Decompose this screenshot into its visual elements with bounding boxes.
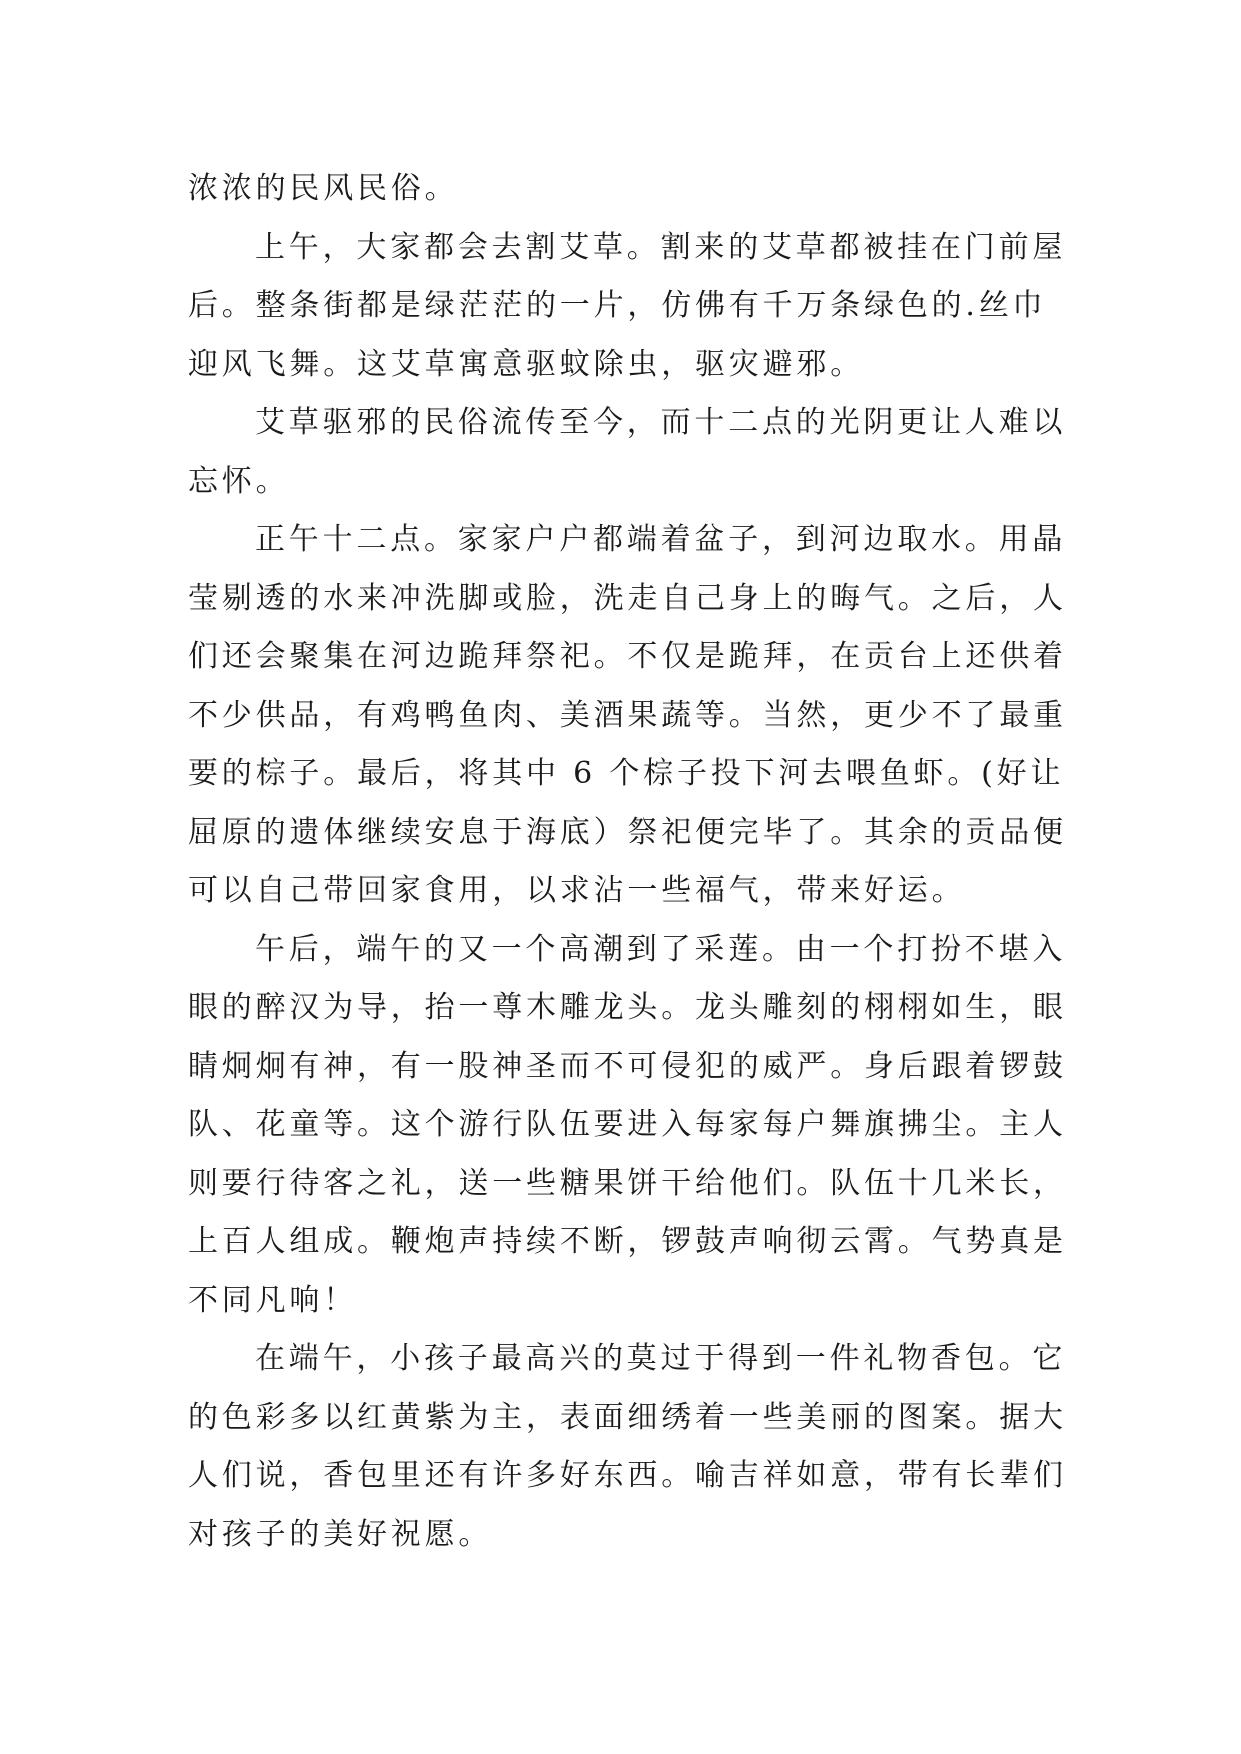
text-line: 睛炯炯有神，有一股神圣而不可侵犯的威严。身后跟着锣鼓 — [188, 1048, 1067, 1084]
paragraph — [188, 394, 1068, 511]
text-line: 不少供品，有鸡鸭鱼肉、美酒果蔬等。当然，更少不了最重 — [188, 697, 1067, 733]
paragraph — [188, 1330, 1068, 1564]
text-line: 迎风飞舞。这艾草寓意驱蚊除虫，驱灾避邪。 — [188, 346, 864, 382]
text-line: 上午，大家都会去割艾草。割来的艾草都被挂在门前屋 — [255, 229, 1067, 265]
text-line: 不同凡响！ — [188, 1282, 357, 1318]
text-line: 莹剔透的水来冲洗脚或脸，洗走自己身上的晦气。之后，人 — [188, 580, 1067, 616]
text-line: 对孩子的美好祝愿。 — [188, 1516, 493, 1552]
text-line: 浓浓的民风民俗。 — [188, 171, 459, 206]
text-line: 队、花童等。这个游行队伍要进入每家每户舞旗拂尘。主人 — [188, 1107, 1067, 1142]
document-body — [188, 160, 1068, 1564]
paragraph — [188, 219, 1068, 395]
text-line: 后。整条街都是绿茫茫的一片，仿佛有千万条绿色的.丝巾 — [188, 288, 1047, 323]
paragraph — [188, 160, 1068, 219]
text-line: 屈原的遗体继续安息于海底）祭祀便完毕了。其余的贡品便 — [188, 814, 1067, 850]
text-line: 艾草驱邪的民俗流传至今，而十二点的光阴更让人难以 — [255, 405, 1067, 440]
text-line: 人们说，香包里还有许多好东西。喻吉祥如意，带有长辈们 — [188, 1458, 1067, 1493]
paragraph — [188, 511, 1068, 921]
text-line: 可以自己带回家食用，以求沾一些福气，带来好运。 — [188, 873, 966, 908]
text-line: 正午十二点。家家户户都端着盆子，到河边取水。用晶 — [255, 522, 1067, 557]
text-line: 午后，端午的又一个高潮到了采莲。由一个打扮不堪入 — [255, 931, 1067, 967]
text-line: 在端午，小孩子最高兴的莫过于得到一件礼物香包。它 — [255, 1341, 1067, 1376]
text-line: 眼的醉汉为导，抬一尊木雕龙头。龙头雕刻的栩栩如生，眼 — [188, 990, 1067, 1025]
text-line: 上百人组成。鞭炮声持续不断，锣鼓声响彻云霄。气势真是 — [188, 1224, 1067, 1259]
text-line: 要的棕子。最后，将其中 6 个棕子投下河去喂鱼虾。(好让 — [188, 756, 1065, 791]
text-line: 忘怀。 — [188, 463, 290, 499]
text-line: 的色彩多以红黄紫为主，表面细绣着一些美丽的图案。据大 — [188, 1399, 1067, 1435]
text-line: 们还会聚集在河边跪拜祭祀。不仅是跪拜，在贡台上还供着 — [188, 639, 1067, 674]
text-line: 则要行待客之礼，送一些糖果饼干给他们。队伍十几米长， — [188, 1165, 1067, 1201]
paragraph — [188, 921, 1068, 1331]
